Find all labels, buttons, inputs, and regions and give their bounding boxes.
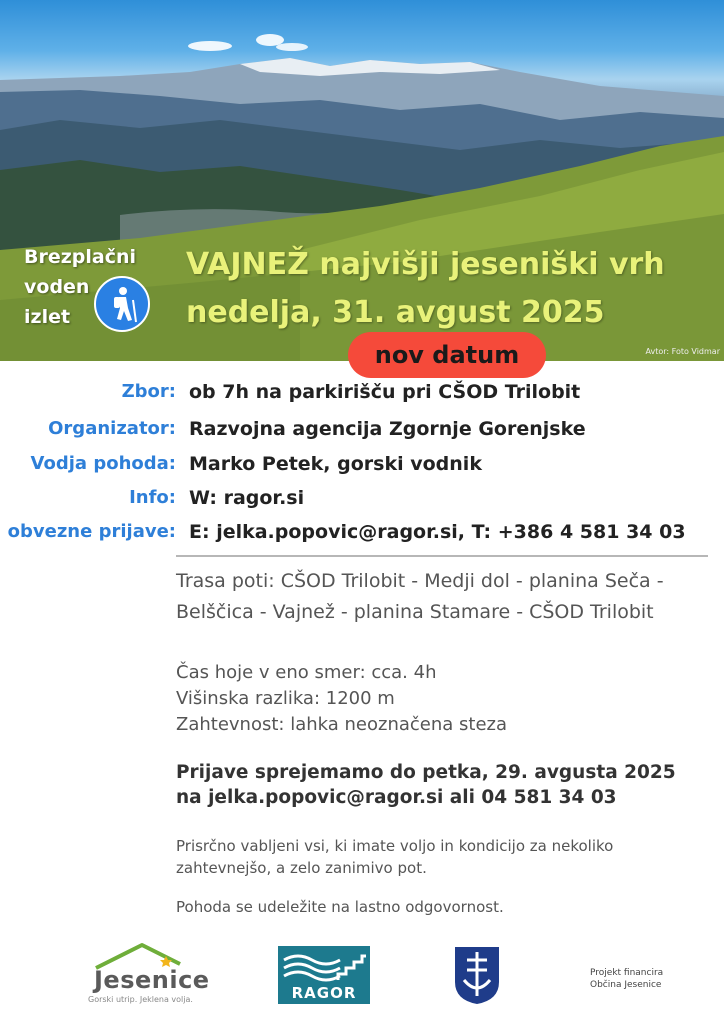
info-row-meeting bbox=[0, 377, 724, 411]
new-date-badge: nov datum bbox=[348, 332, 546, 378]
divider bbox=[176, 555, 708, 557]
info-label: obvezne prijave: bbox=[7, 521, 176, 542]
invitation-text: Prisrčno vabljeni vsi, ki imate voljo in kondicijo za nekoliko zahtevnejšo, a zelo zanimivo pot. bbox=[176, 837, 614, 877]
info-row-registration bbox=[0, 517, 724, 551]
jesenice-slogan: Gorski utrip. Jeklena volja. bbox=[88, 995, 193, 1004]
info-value: E: jelka.popovic@ragor.si, T: +386 4 581 34 03 bbox=[189, 521, 686, 543]
financing-line: Občina Jesenice bbox=[590, 980, 662, 990]
info-value: Marko Petek, gorski vodnik bbox=[189, 453, 482, 475]
hike-stats bbox=[176, 660, 507, 738]
walking-time: Čas hoje v eno smer: cca. 4h bbox=[176, 662, 437, 683]
info-label: Info: bbox=[129, 487, 176, 508]
hiker-icon bbox=[94, 276, 150, 332]
financing-line: Projekt financira bbox=[590, 968, 664, 978]
info-row-website bbox=[0, 483, 724, 517]
info-value: ob 7h na parkirišču pri CŠOD Trilobit bbox=[189, 381, 581, 403]
elevation-gain: Višinska razlika: 1200 m bbox=[176, 688, 395, 709]
badge-line: izlet bbox=[24, 306, 71, 328]
registration-deadline bbox=[176, 760, 676, 810]
difficulty: Zahtevnost: lahka neoznačena steza bbox=[176, 714, 507, 735]
responsibility-note: Pohoda se udeležite na lastno odgovornost. bbox=[176, 898, 504, 916]
info-label: Vodja pohoda: bbox=[30, 453, 176, 474]
badge-line: voden bbox=[24, 276, 90, 298]
wave-stairs-icon bbox=[278, 946, 370, 984]
info-row-guide bbox=[0, 449, 724, 483]
registration-line: Prijave sprejemamo do petka, 29. avgusta 2025 bbox=[176, 762, 676, 783]
crest-icon bbox=[452, 944, 502, 1006]
event-date: nedelja, 31. avgust 2025 bbox=[186, 295, 605, 330]
info-value: Razvojna agencija Zgornje Gorenjske bbox=[189, 418, 586, 440]
ragor-name: RAGOR bbox=[291, 984, 357, 1002]
financing-note bbox=[590, 967, 663, 991]
jesenice-logo bbox=[88, 942, 210, 1008]
route-description: Trasa poti: CŠOD Trilobit - Medji dol - planina Seča - Belščica - Vajnež - planina Stamare - CŠOD Trilobit bbox=[176, 570, 664, 623]
info-label: Organizator: bbox=[48, 418, 176, 439]
event-title: VAJNEŽ najvišji jeseniški vrh bbox=[186, 247, 665, 282]
info-label: Zbor: bbox=[121, 381, 176, 402]
info-row-organizer bbox=[0, 414, 724, 448]
hero-banner bbox=[0, 0, 724, 361]
ragor-logo bbox=[278, 946, 370, 1004]
badge-line: Brezplačni bbox=[24, 246, 137, 268]
jesenice-name: Jesenice bbox=[94, 966, 210, 994]
registration-line: na jelka.popovic@ragor.si ali 04 581 34 03 bbox=[176, 787, 617, 808]
info-value: W: ragor.si bbox=[189, 487, 305, 509]
photo-credit: Avtor: Foto Vidmar bbox=[645, 347, 720, 356]
